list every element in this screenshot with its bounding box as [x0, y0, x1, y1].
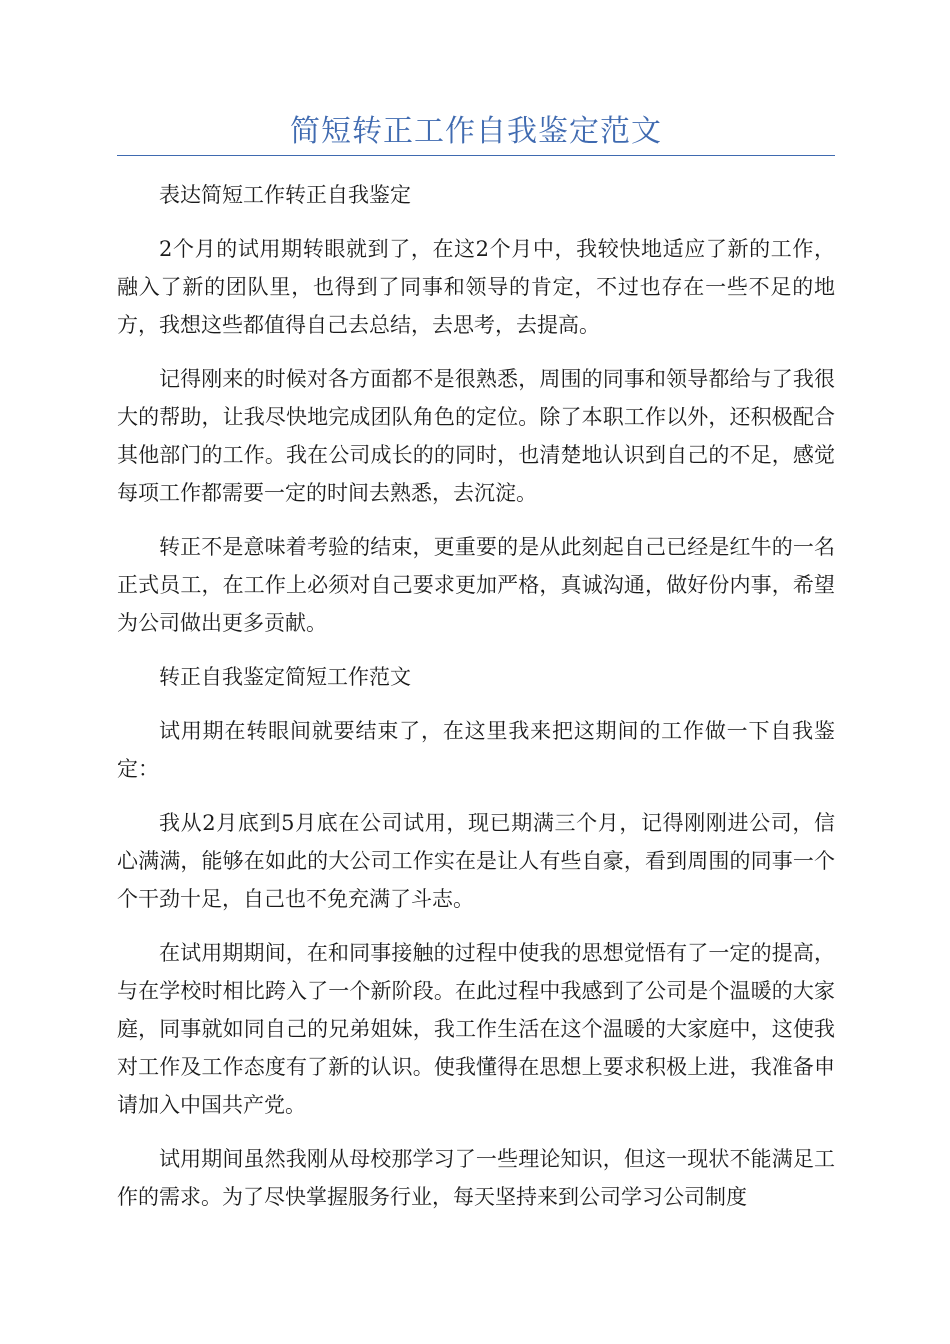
- paragraph: 转正不是意味着考验的结束，更重要的是从此刻起自己已经是红牛的一名正式员工，在工作上必须对自己要求更加严格，真诚沟通，做好份内事，希望为公司做出更多贡献。: [117, 535, 835, 635]
- paragraph: 记得刚来的时候对各方面都不是很熟悉，周围的同事和领导都给与了我很大的帮助，让我尽快地完成团队角色的定位。除了本职工作以外，还积极配合其他部门的工作。我在公司成长的的同时，也清楚地认识到自己的不足，感觉每项工作都需要一定的时间去熟悉，去沉淀。: [117, 367, 835, 505]
- paragraph: 试用期在转眼间就要结束了，在这里我来把这期间的工作做一下自我鉴定：: [117, 719, 835, 781]
- title-underline: [117, 155, 835, 156]
- paragraph: 我从2月底到5月底在公司试用，现已期满三个月，记得刚刚进公司，信心满满，能够在如此的大公司工作实在是让人有些自豪，看到周围的同事一个个干劲十足，自己也不免充满了斗志。: [117, 811, 835, 911]
- paragraph: 在试用期期间，在和同事接触的过程中使我的思想觉悟有了一定的提高，与在学校时相比跨入了一个新阶段。在此过程中我感到了公司是个温暖的大家庭，同事就如同自己的兄弟姐妹，我工作生活在这个温暖的大家庭中，这使我对工作及工作态度有了新的认识。使我懂得在思想上要求积极上进，我准备申请加入中国共产党。: [117, 941, 835, 1117]
- paragraph: 2个月的试用期转眼就到了，在这2个月中，我较快地适应了新的工作，融入了新的团队里，也得到了同事和领导的肯定，不过也存在一些不足的地方，我想这些都值得自己去总结，去思考，去提高。: [117, 237, 835, 337]
- document-title: 简短转正工作自我鉴定范文: [290, 114, 662, 149]
- subheading-2: 转正自我鉴定简短工作范文: [159, 665, 411, 689]
- document-body: [117, 176, 835, 1232]
- paragraph: 试用期间虽然我刚从母校那学习了一些理论知识，但这一现状不能满足工作的需求。为了尽快掌握服务行业，每天坚持来到公司学习公司制度: [117, 1147, 835, 1209]
- subheading-1: 表达简短工作转正自我鉴定: [159, 183, 411, 207]
